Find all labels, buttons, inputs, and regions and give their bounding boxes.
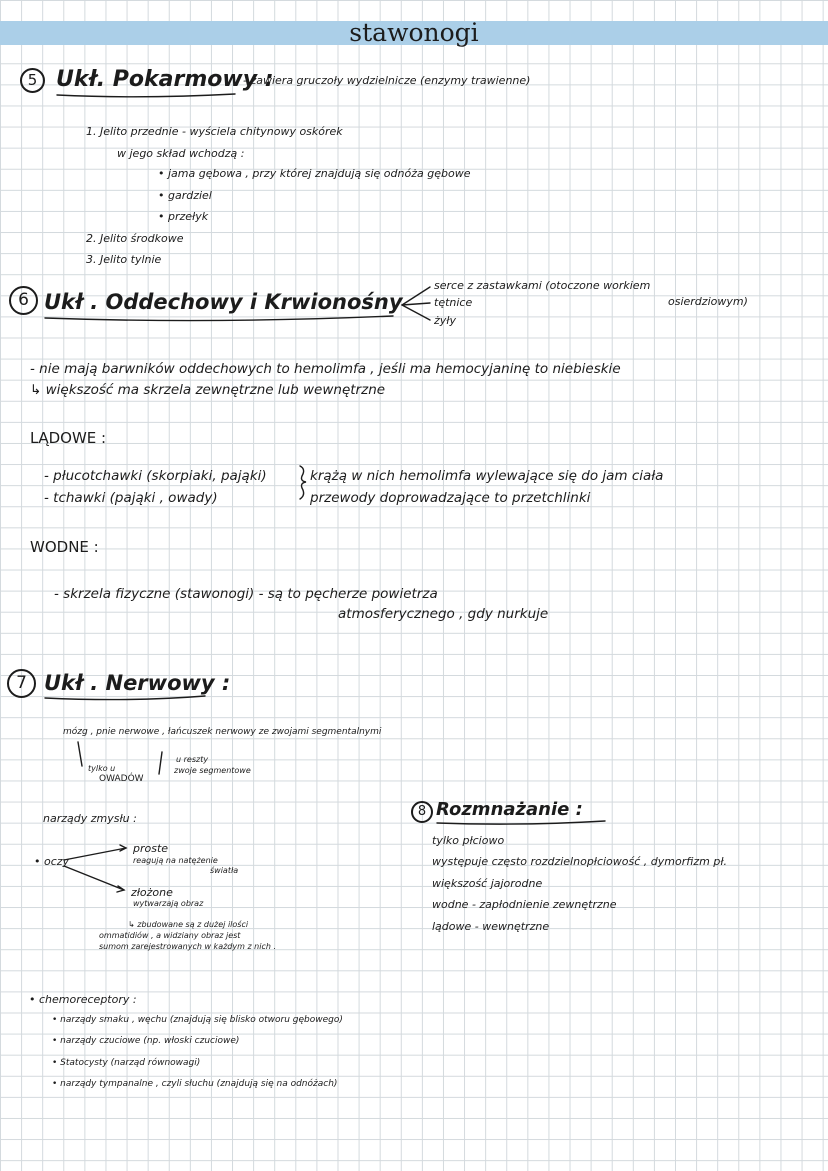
s8-item-3: większość jajorodne <box>432 877 543 890</box>
arrow-to-arteries <box>402 303 430 305</box>
s7-reszta-1: u reszty <box>176 755 209 764</box>
arrow-owadow <box>78 742 82 766</box>
section-5-heading: Ukł. Pokarmowy : <box>56 67 274 92</box>
s6-branch-veins: żyły <box>434 314 456 327</box>
s6-line-2: ↳ większość ma skrzela zewnętrzne lub wewnętrzne <box>30 382 386 398</box>
s6-branch-arteries: tętnice <box>434 296 473 309</box>
s6-branch-heart-cont: osierdziowym) <box>668 295 748 308</box>
underline-s5 <box>57 94 235 97</box>
s6-branch-heart: serce z zastawkami (otoczone workiem <box>434 279 651 292</box>
s7-zlozone-note-2: ommatidiów , a widziany obraz jest <box>99 931 241 940</box>
s7-proste-desc-1: reagują na natężenie <box>133 856 218 865</box>
s6-wodne-1: - skrzela fizyczne (stawonogi) - są to pęcherze powietrza <box>54 586 438 602</box>
section-6-number: 6 <box>9 286 38 315</box>
s5-item-3: • jama gębowa , przy której znajdują się odnóża gębowe <box>158 167 471 180</box>
exclamation-reszta <box>159 752 162 774</box>
s5-item-6: 2. Jelito środkowe <box>86 232 184 245</box>
s7-chemo-3: • Statocysty (narząd równowagi) <box>52 1058 201 1068</box>
s7-owadow: OWADÓW <box>99 774 144 784</box>
section-5-note: - zawiera gruczoły wydzielnicze (enzymy trawienne) <box>243 74 531 87</box>
section-8-number: 8 <box>411 801 433 823</box>
section-6-heading: Ukł . Oddechowy i Krwionośny <box>44 290 403 314</box>
s5-item-2: w jego skład wchodzą : <box>117 147 245 160</box>
s5-item-4: • gardziel <box>158 189 212 202</box>
s6-wodne-heading: WODNE : <box>30 538 99 556</box>
arrow-proste <box>64 848 126 860</box>
s7-zlozone: złożone <box>131 886 173 899</box>
arrow-to-veins <box>402 305 430 320</box>
s5-item-5: • przełyk <box>158 210 209 223</box>
brace-right <box>300 466 306 499</box>
s5-item-7: 3. Jelito tylnie <box>86 253 162 266</box>
s6-ladowe-1: - płucotchawki (skorpiaki, pająki) <box>44 468 267 484</box>
page-title: stawonogi <box>349 18 479 47</box>
s8-item-5: lądowe - wewnętrzne <box>432 920 550 933</box>
s7-proste: proste <box>133 842 169 855</box>
s7-chemo-4: • narządy tympanalne , czyli słuchu (znajdują się na odnóżach) <box>52 1079 338 1089</box>
arrow-to-heart <box>402 287 430 305</box>
s7-proste-desc-2: światła <box>210 866 239 875</box>
s7-chemo-1: • narządy smaku , węchu (znajdują się blisko otworu gębowego) <box>52 1015 343 1025</box>
s7-narzady-heading: narządy zmysłu : <box>43 812 137 825</box>
s7-line: mózg , pnie nerwowe , łańcuszek nerwowy ze zwojami segmentalnymi <box>63 727 382 737</box>
s7-zlozone-desc: wytwarzają obraz <box>133 899 204 908</box>
s8-item-4: wodne - zapłodnienie zewnętrzne <box>432 898 617 911</box>
section-5-number: 5 <box>20 68 45 93</box>
s7-zlozone-note-3: sumom zarejestrowanych w każdym z nich . <box>99 942 277 951</box>
underline-s6 <box>45 316 393 321</box>
s7-reszta-2: zwoje segmentowe <box>174 766 251 775</box>
s6-line-1: - nie mają barwników oddechowych to hemolimfa , jeśli ma hemocyjaninę to niebieskie <box>30 361 621 377</box>
s7-chemo-2: • narządy czuciowe (np. włoski czuciowe) <box>52 1036 240 1046</box>
section-8-heading: Rozmnażanie : <box>436 799 583 820</box>
s6-ladowe-right-2: przewody doprowadzające to przetchlinki <box>310 490 591 506</box>
s7-chemo-heading: • chemoreceptory : <box>29 993 137 1006</box>
underline-s7 <box>45 696 205 700</box>
s7-oczy: • oczy <box>34 855 70 868</box>
s7-zlozone-note-1: ↳ zbudowane są z dużej ilości <box>128 920 249 929</box>
s5-item-1: 1. Jelito przednie - wyściela chitynowy oskórek <box>86 125 343 138</box>
underline-s8 <box>437 821 605 824</box>
section-7-number: 7 <box>7 669 36 698</box>
arrowhead-proste <box>120 845 126 851</box>
s6-wodne-2: atmosferycznego , gdy nurkuje <box>338 606 549 622</box>
s6-ladowe-heading: LĄDOWE : <box>30 429 107 447</box>
s8-item-1: tylko płciowo <box>432 834 505 847</box>
s7-tylko: tylko u <box>88 764 116 773</box>
s6-ladowe-right-1: krążą w nich hemolimfa wylewające się do jam ciała <box>310 468 664 484</box>
arrowhead-zlozone <box>117 886 124 892</box>
s8-item-2: występuje często rozdzielnopłciowość , dymorfizm pł. <box>432 855 727 868</box>
section-7-heading: Ukł . Nerwowy : <box>44 671 231 695</box>
arrow-zlozone <box>64 866 124 890</box>
s6-ladowe-2: - tchawki (pająki , owady) <box>44 490 218 506</box>
